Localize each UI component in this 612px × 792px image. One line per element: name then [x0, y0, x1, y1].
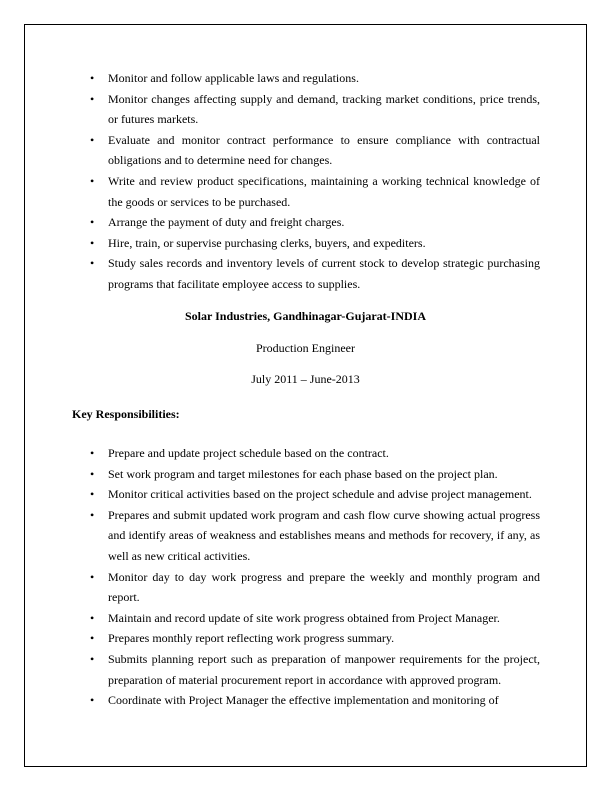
- company-heading: Solar Industries, Gandhinagar-Gujarat-INDIA: [184, 309, 427, 323]
- list-item: • Evaluate and monitor contract performance to ensure compliance with contractual obligations and to determine need for changes.: [90, 130, 540, 171]
- list-item: • Write and review product specifications, maintaining a working technical knowledge of the goods or services to be purchased.: [90, 171, 540, 212]
- responsibilities-list-solar: [90, 443, 540, 711]
- list-item: • Monitor day to day work progress and prepare the weekly and monthly program and report.: [90, 567, 540, 608]
- key-responsibilities-heading: Key Responsibilities:: [72, 407, 180, 421]
- list-item: • Prepare and update project schedule based on the contract.: [90, 443, 540, 464]
- list-item: • Hire, train, or supervise purchasing clerks, buyers, and expediters.: [90, 233, 540, 254]
- list-item: • Monitor changes affecting supply and demand, tracking market conditions, price trends, or futures markets.: [90, 89, 540, 130]
- list-item: • Prepares monthly report reflecting work progress summary.: [90, 628, 540, 649]
- responsibilities-list-previous: [90, 68, 540, 295]
- list-item: • Maintain and record update of site work progress obtained from Project Manager.: [90, 608, 540, 629]
- list-item: • Prepares and submit updated work program and cash flow curve showing actual progress and identify areas of weakness and establishes means and methods for recovery, if any, as well as new critical activities.: [90, 505, 540, 567]
- job-dates: July 2011 – June-2013: [251, 372, 360, 386]
- list-item: • Monitor critical activities based on the project schedule and advise project management.: [90, 484, 540, 505]
- list-item: • Set work program and target milestones for each phase based on the project plan.: [90, 464, 540, 485]
- list-item: • Submits planning report such as preparation of manpower requirements for the project, preparation of material procurement report in accordance with approved program.: [90, 649, 540, 690]
- list-item: • Arrange the payment of duty and freight charges.: [90, 212, 540, 233]
- list-item: • Monitor and follow applicable laws and regulations.: [90, 68, 540, 89]
- job-title: Production Engineer: [256, 341, 355, 355]
- list-item: • Study sales records and inventory levels of current stock to develop strategic purchasing programs that facilitate employee access to supplies.: [90, 253, 540, 294]
- list-item: • Coordinate with Project Manager the effective implementation and monitoring of: [90, 690, 540, 711]
